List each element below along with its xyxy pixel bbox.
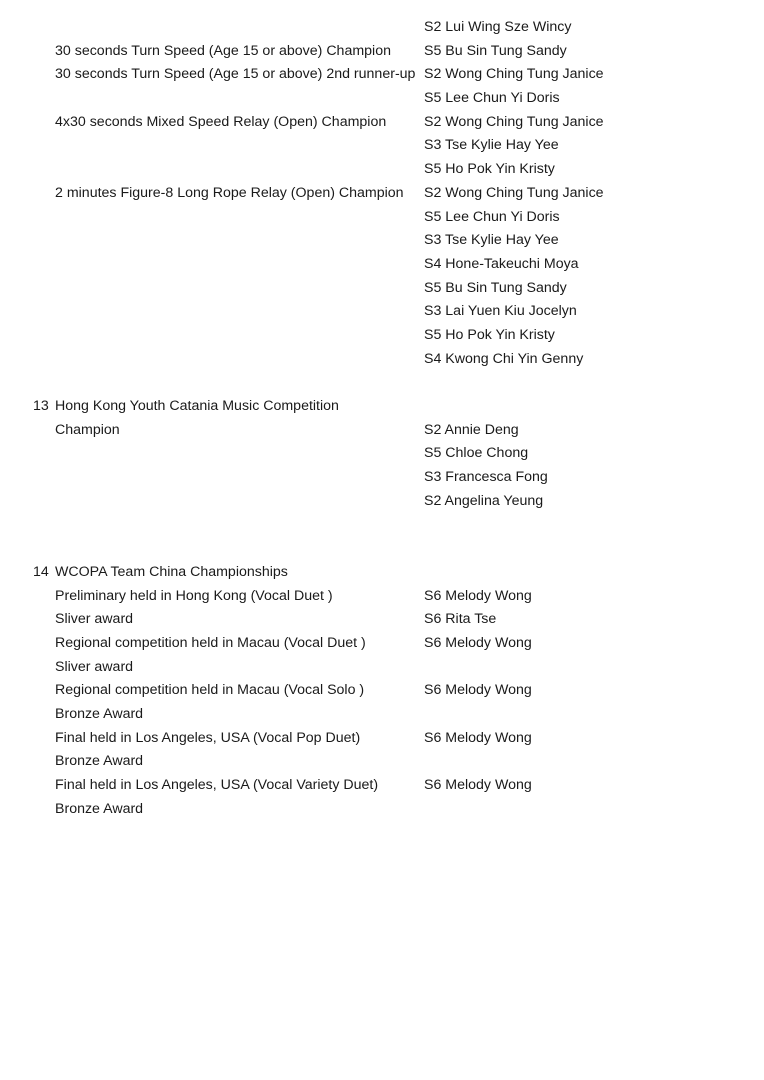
award-row: [0, 134, 764, 158]
student-name: S6 Melody Wong: [424, 587, 532, 604]
award-row: [0, 419, 764, 443]
award-title: 2 minutes Figure-8 Long Rope Relay (Open) Champion: [55, 184, 404, 201]
award-row: [0, 656, 764, 680]
award-title: Final held in Los Angeles, USA (Vocal Variety Duet): [55, 777, 379, 793]
section-heading: [0, 395, 764, 419]
award-row: [0, 63, 764, 87]
student-name: S4 Kwong Chi Yin Genny: [424, 350, 584, 367]
student-name: S2 Wong Ching Tung Janice: [424, 184, 604, 201]
award-row: [0, 348, 764, 372]
award-row: [0, 727, 764, 751]
section-13: [0, 395, 764, 513]
student-name: S3 Francesca Fong: [424, 469, 548, 486]
section-title: Hong Kong Youth Catania Music Competition: [55, 398, 339, 414]
student-name: S2 Wong Ching Tung Janice: [424, 113, 604, 130]
award-row: [0, 442, 764, 466]
award-title: 4x30 seconds Mixed Speed Relay (Open) Champion: [55, 113, 387, 130]
student-name: S6 Melody Wong: [424, 777, 532, 793]
award-title: Regional competition held in Macau (Vocal Solo ): [55, 682, 365, 699]
student-name: S2 Annie Deng: [424, 421, 519, 438]
student-name: S6 Melody Wong: [424, 729, 532, 746]
student-name: S5 Bu Sin Tung Sandy: [424, 42, 567, 59]
award-row: [0, 703, 764, 727]
student-name: S6 Melody Wong: [424, 634, 532, 651]
award-row: [0, 182, 764, 206]
section-number: 13: [33, 398, 49, 414]
award-row: [0, 253, 764, 277]
award-title: 30 seconds Turn Speed (Age 15 or above) 2nd runner-up: [55, 66, 416, 83]
section-14: [0, 561, 764, 822]
award-title: Bronze Award: [55, 753, 144, 770]
spacer: [0, 371, 764, 395]
student-name: S5 Ho Pok Yin Kristy: [424, 161, 555, 178]
student-name: S3 Lai Yuen Kiu Jocelyn: [424, 303, 577, 320]
award-row: [0, 774, 764, 798]
award-title: Bronze Award: [55, 800, 144, 817]
section-title: WCOPA Team China Championships: [55, 563, 288, 580]
award-row: [0, 158, 764, 182]
award-row: [0, 608, 764, 632]
award-title: Regional competition held in Macau (Vocal Duet ): [55, 634, 366, 651]
award-row: [0, 277, 764, 301]
award-row: [0, 585, 764, 609]
student-name: S3 Tse Kylie Hay Yee: [424, 232, 559, 249]
award-row: [0, 632, 764, 656]
student-name: S5 Bu Sin Tung Sandy: [424, 279, 567, 296]
student-name: S5 Chloe Chong: [424, 445, 529, 462]
section-heading: [0, 561, 764, 585]
student-name: S4 Hone-Takeuchi Moya: [424, 255, 579, 272]
award-row: [0, 87, 764, 111]
student-name: S5 Ho Pok Yin Kristy: [424, 326, 555, 343]
award-title: Bronze Award: [55, 705, 144, 722]
award-title: Preliminary held in Hong Kong (Vocal Duet ): [55, 587, 333, 604]
spacer: [0, 537, 764, 561]
student-name: S6 Melody Wong: [424, 682, 532, 699]
award-title: Sliver award: [55, 611, 134, 628]
student-name: S2 Lui Wing Sze Wincy: [424, 19, 572, 35]
award-row: [0, 229, 764, 253]
award-title: Champion: [55, 421, 120, 438]
document-page: [0, 16, 764, 821]
award-row: [0, 16, 764, 40]
award-title: Final held in Los Angeles, USA (Vocal Pop Duet): [55, 729, 361, 746]
student-name: S5 Lee Chun Yi Doris: [424, 208, 560, 225]
award-row: [0, 490, 764, 514]
award-row: [0, 679, 764, 703]
rope-skipping-awards: [0, 16, 764, 371]
student-name: S5 Lee Chun Yi Doris: [424, 90, 560, 107]
student-name: S6 Rita Tse: [424, 611, 497, 628]
award-row: [0, 40, 764, 64]
award-row: [0, 324, 764, 348]
award-title: Sliver award: [55, 658, 134, 675]
section-number: 14: [33, 563, 49, 580]
student-name: S2 Wong Ching Tung Janice: [424, 66, 604, 83]
award-row: [0, 750, 764, 774]
student-name: S2 Angelina Yeung: [424, 492, 544, 509]
award-row: [0, 111, 764, 135]
spacer: [0, 513, 764, 537]
award-title: 30 seconds Turn Speed (Age 15 or above) Champion: [55, 42, 391, 59]
award-row: [0, 466, 764, 490]
student-name: S3 Tse Kylie Hay Yee: [424, 137, 559, 154]
award-row: [0, 206, 764, 230]
award-row: [0, 798, 764, 822]
award-row: [0, 300, 764, 324]
